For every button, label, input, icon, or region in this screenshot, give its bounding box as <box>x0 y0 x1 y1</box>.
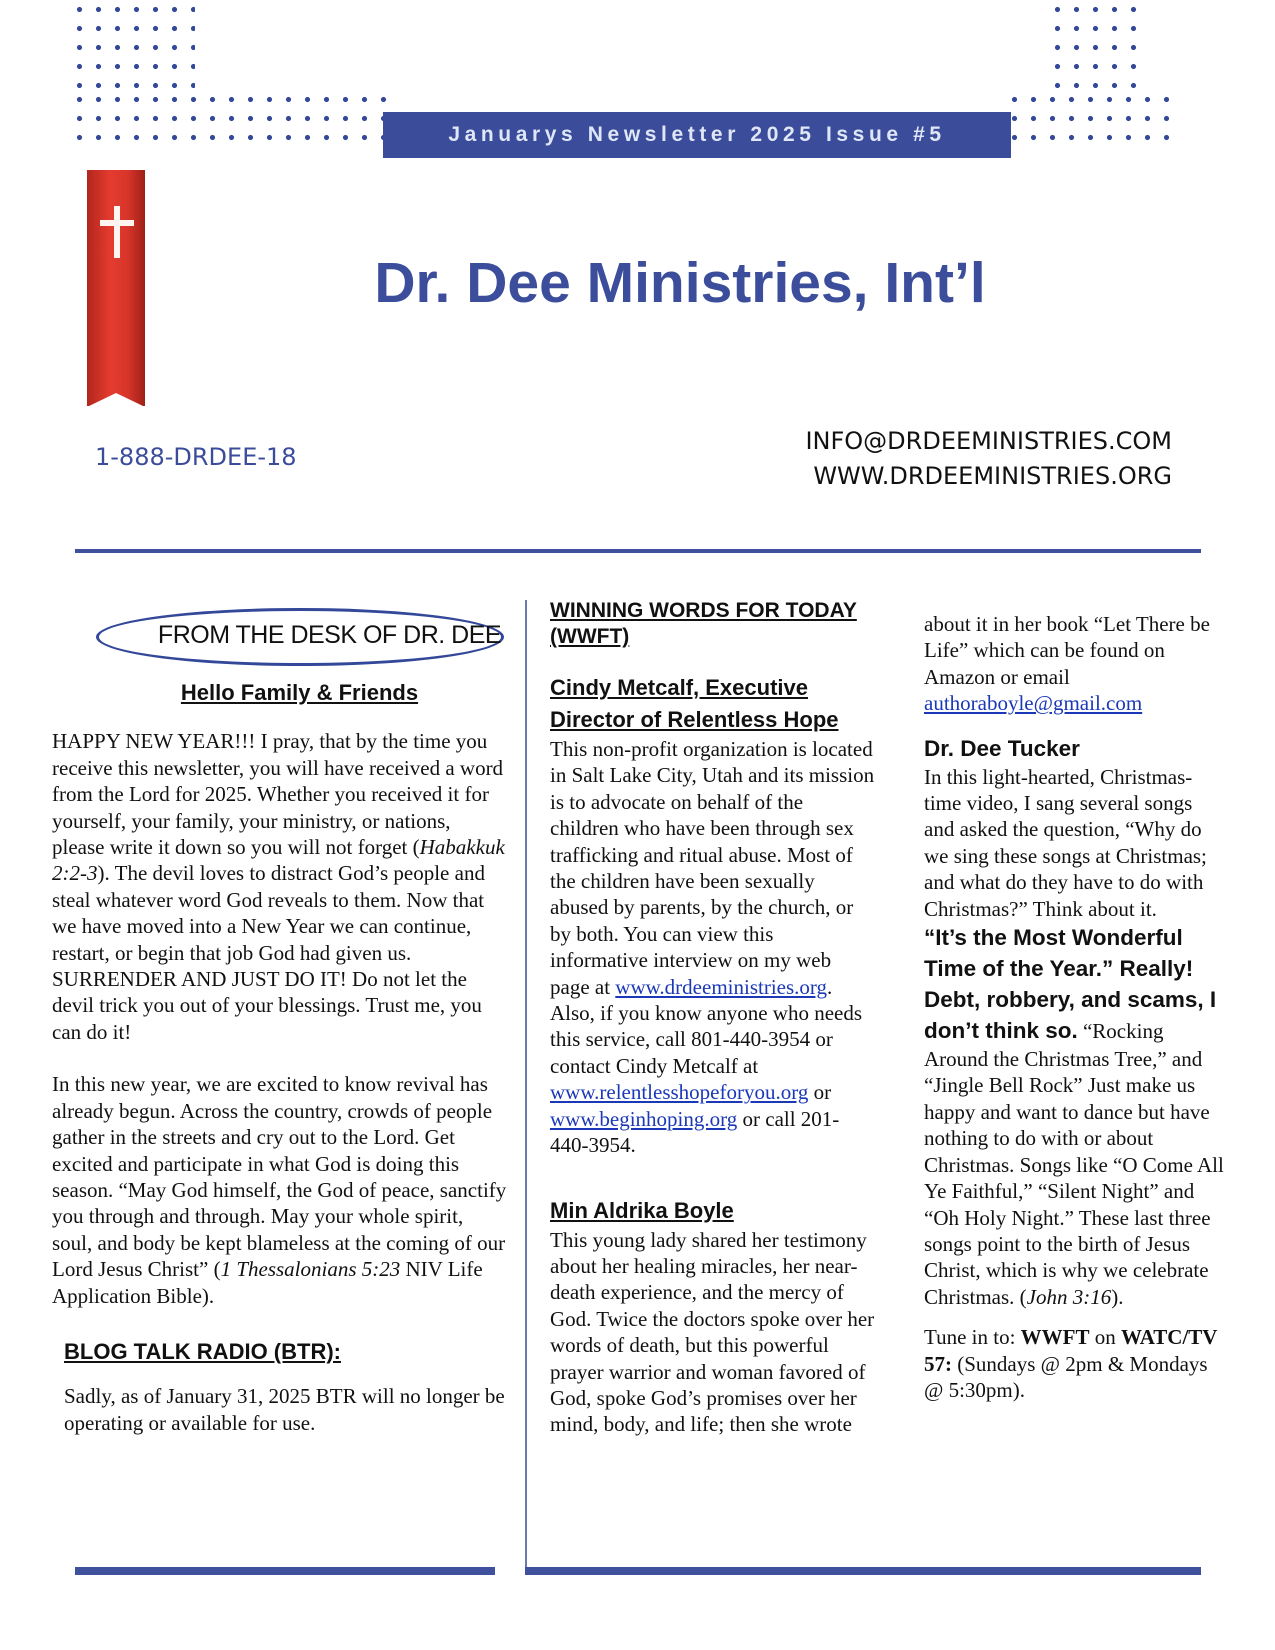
decorative-dots <box>70 0 195 95</box>
scripture-ref: 1 Thessalonians 5:23 <box>220 1257 401 1282</box>
decorative-dots <box>1005 90 1180 145</box>
dee-heading: Dr. Dee Tucker <box>924 735 1080 761</box>
contact-info <box>805 424 1172 494</box>
begin-hoping-link[interactable]: www.beginhoping.org <box>550 1106 738 1131</box>
aldrika-continued: about it in her book “Let There be Life” which can be found on Amazon or email authoraboyle@gmail.com <box>924 612 1210 716</box>
author-email-link[interactable]: authoraboyle@gmail.com <box>924 691 1143 716</box>
desk-title: FROM THE DESK OF DR. DEE <box>157 621 502 649</box>
aldrika-heading: Min Aldrika Boyle <box>550 1197 734 1223</box>
desk-heading <box>52 604 507 668</box>
paragraph-new-year: HAPPY NEW YEAR!!! I pray, that by the time you receive this newsletter, you will have received a word from the Lord for 2025. Whether you received it for yourself, your family, your ministry, or nations, please write it down so you will not forget (Habakkuk 2:2-3). The devil loves to distract God’s people and steal whatever word God reveals to them. Now that we have moved into a New Year we can continue, restart, or begin that job God had given us. SURRENDER AND JUST DO IT! Do not let the devil trick you out of your blessings. Trust me, you can do it! <box>52 729 505 1044</box>
drdee-link[interactable]: www.drdeeministries.org <box>615 974 828 999</box>
column-divider <box>525 600 527 1570</box>
relentless-hope-link[interactable]: www.relentlesshopeforyou.org <box>550 1080 809 1105</box>
phone-number: 1-888-DRDEE-18 <box>95 443 297 471</box>
greeting: Hello Family & Friends <box>180 680 419 705</box>
decorative-dots <box>70 90 390 145</box>
website-address: WWW.DRDEEMINISTRIES.ORG <box>813 462 1172 490</box>
cindy-heading: Cindy Metcalf, Executive Director of Relentless Hope <box>550 675 839 732</box>
scripture-ref: Habakkuk 2:2-3 <box>52 835 505 886</box>
wwft-title: WINNING WORDS FOR TODAY (WWFT) <box>550 599 857 648</box>
cross-bookmark-icon <box>87 170 145 406</box>
column-desk <box>52 604 507 1436</box>
cindy-text: This non-profit organization is located in Salt Lake City, Utah and its mission is to advocate on behalf of the children who have been through sex trafficking and ritual abuse. Most of the children have been sexually abused by parents, by the church, or by both. You can view this informative interview on my web page at www.drdeeministries.org. Also, if you know anyone who needs this service, call 801-440-3954 or contact Cindy Metcalf at www.relentlesshopeforyou.org or www.beginhoping.org or call 201-440-3954. <box>550 737 875 1158</box>
divider <box>75 1567 495 1575</box>
tune-in-text: Tune in to: WWFT on WATC/TV 57: (Sundays @ 2pm & Mondays @ 5:30pm). <box>924 1325 1218 1402</box>
aldrika-text: This young lady shared her testimony about her healing miracles, her near-death experience, and the mercy of God. Twice the doctors spoke over her words of death, but this powerful prayer warrior and woman favored of God, spoke God’s promises over her mind, body, and life; then she wrote <box>550 1227 875 1437</box>
decorative-dots <box>1048 0 1140 95</box>
divider <box>525 1567 1201 1575</box>
divider <box>75 549 1201 553</box>
org-title: Dr. Dee Ministries, Int’l <box>374 251 986 315</box>
paragraph-revival: In this new year, we are excited to know revival has already begun. Across the country, crowds of people gather in the streets and cry out to the Lord. Get excited and participate in what God is doing this season. “May God himself, the God of peace, sanctify you through and through. May your whole spirit, soul, and body be kept blameless at the coming of our Lord Jesus Christ” (1 Thessalonians 5:23 NIV Life Application Bible). <box>52 1072 507 1308</box>
column-wwft <box>550 598 875 1438</box>
email-address: INFO@DRDEEMINISTRIES.COM <box>805 427 1172 455</box>
btr-text: Sadly, as of January 31, 2025 BTR will no longer be operating or available for use. <box>64 1384 505 1435</box>
dee-text: In this light-hearted, Christmas-time video, I sang several songs and asked the question, “Why do we sing these songs at Christmas; and what do they have to do with Christmas?” Think about it. <box>924 764 1207 921</box>
scripture-ref: John 3:16 <box>1026 1284 1112 1309</box>
bold-quote: “It’s the Most Wonderful Time of the Year.” Really! Debt, robbery, and scams, I don’t think so. <box>924 925 1217 1044</box>
issue-banner: Januarys Newsletter 2025 Issue #5 <box>383 112 1011 158</box>
christmas-songs-text: “It’s the Most Wonderful Time of the Year.” Really! Debt, robbery, and scams, I don’t think so. “Rocking Around the Christmas Tree,” and “Jingle Bell Rock” Just make us happy and want to dance but have nothing to do with or about Christmas. Songs like “O Come All Ye Faithful,” “Silent Night” and “Oh Holy Night.” These last three songs point to the birth of Jesus Christ, which is why we celebrate Christmas. (John 3:16). <box>924 925 1224 1309</box>
btr-heading: BLOG TALK RADIO (BTR): <box>64 1338 341 1364</box>
column-continued <box>924 611 1224 1403</box>
